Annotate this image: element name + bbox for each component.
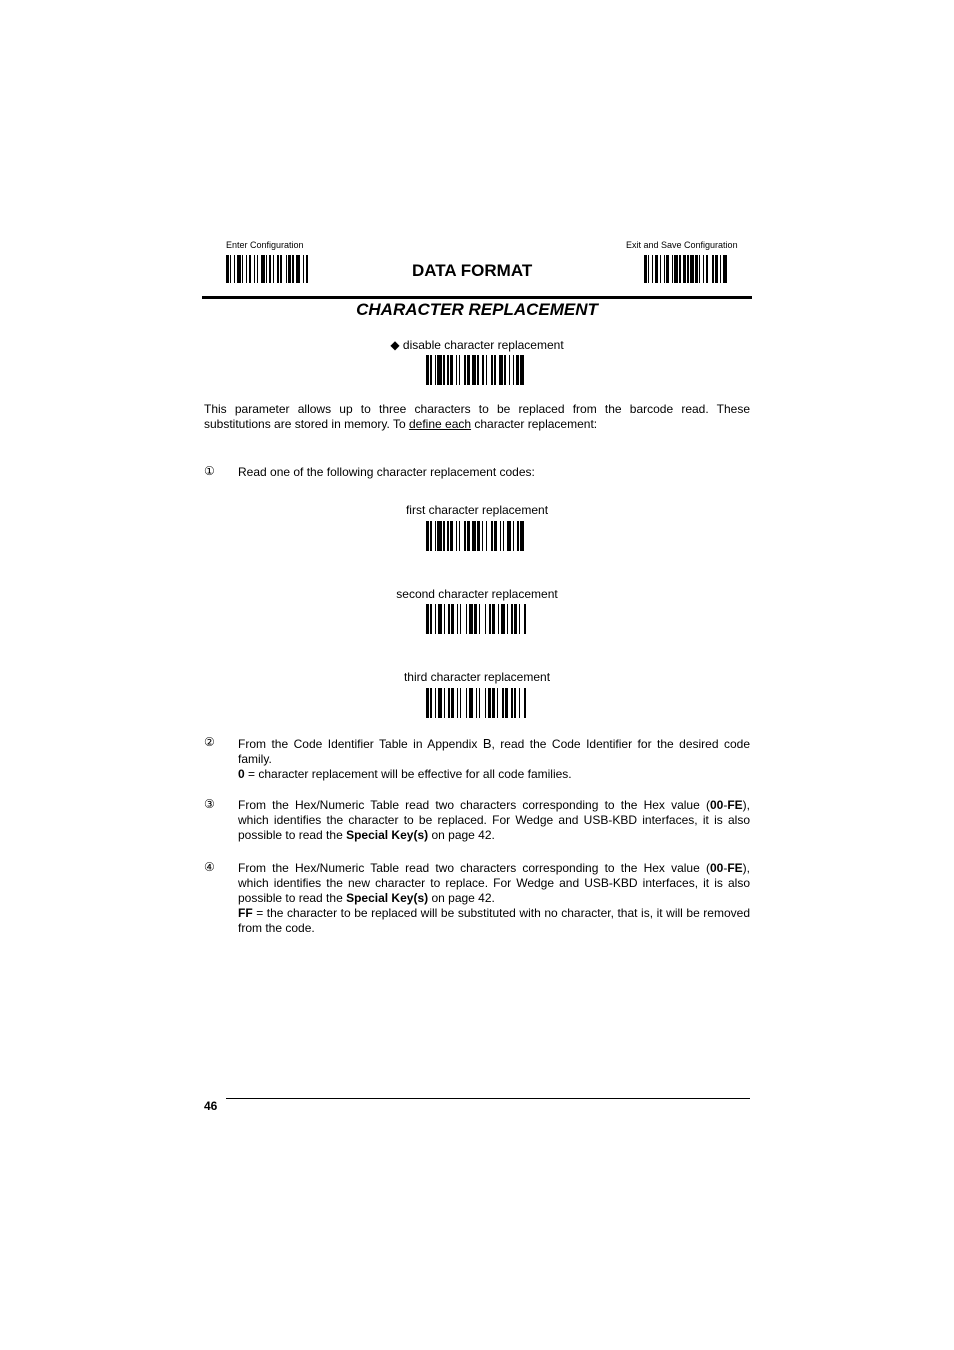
special-keys-ref: Special Key(s) (346, 828, 429, 842)
disable-barcode[interactable] (426, 355, 526, 385)
header-divider (202, 296, 752, 299)
step-4-marker: ④ (204, 860, 215, 874)
step-1-text: Read one of the following character replacement codes: (238, 465, 535, 479)
barcode-bar (308, 255, 309, 283)
special-keys-ref: Special Key(s) (346, 891, 429, 905)
section-title: CHARACTER REPLACEMENT (356, 300, 598, 319)
footer-divider (226, 1098, 750, 1099)
enter-configuration-label: Enter Configuration (226, 240, 304, 250)
enter-configuration-barcode[interactable] (226, 255, 310, 283)
step-2-text: From the Code Identifier Table in Appendix B, read the Code Identifier for the desired code family. 0 = character replacement will be effective for all code families. (238, 736, 751, 781)
page-title: DATA FORMAT (412, 261, 533, 280)
third-replacement-barcode[interactable] (426, 688, 526, 718)
exit-save-configuration-barcode[interactable] (644, 255, 728, 283)
disable-label (202, 338, 752, 352)
step-3-marker: ③ (204, 797, 215, 811)
appendix-letter: B (482, 736, 492, 751)
page-number: 46 (204, 1099, 218, 1113)
step-2-marker: ② (204, 735, 215, 749)
define-each-text: define each (408, 417, 472, 431)
disable-label-text: disable character replacement (402, 338, 564, 352)
default-marker-icon: ◆ (390, 338, 400, 352)
step-3-text: From the Hex/Numeric Table read two characters corresponding to the Hex value (00-FE), which identifies the character to be replaced. For Wedge and USB-KBD interfaces, it is also possible to read the Special Key(s) on page 42. (238, 798, 750, 842)
step-1-marker: ① (204, 464, 215, 478)
second-replacement-label: second character replacement (396, 587, 558, 601)
second-replacement-barcode[interactable] (426, 604, 526, 634)
exit-save-configuration-label: Exit and Save Configuration (626, 240, 738, 250)
barcode-bar (727, 255, 728, 283)
step-4-text: From the Hex/Numeric Table read two characters corresponding to the Hex value (00-FE), which identifies the new character to replace. For Wedge and USB-KBD interfaces, it is also possible to read the Special Key(s) on page 42. FF = the character to be replaced will be substituted with no character, that is, it will be removed from the code. (238, 861, 750, 935)
first-replacement-barcode[interactable] (426, 521, 526, 551)
barcode-bar (524, 355, 525, 385)
third-replacement-label: third character replacement (403, 670, 551, 684)
barcode-bar (524, 604, 525, 634)
first-replacement-label: first character replacement (405, 503, 549, 517)
barcode-bar (524, 521, 525, 551)
barcode-bar (524, 688, 525, 718)
intro-paragraph: This parameter allows up to three characters to be replaced from the barcode read. These substitutions are stored in memory. To define each character replacement: (204, 402, 750, 431)
